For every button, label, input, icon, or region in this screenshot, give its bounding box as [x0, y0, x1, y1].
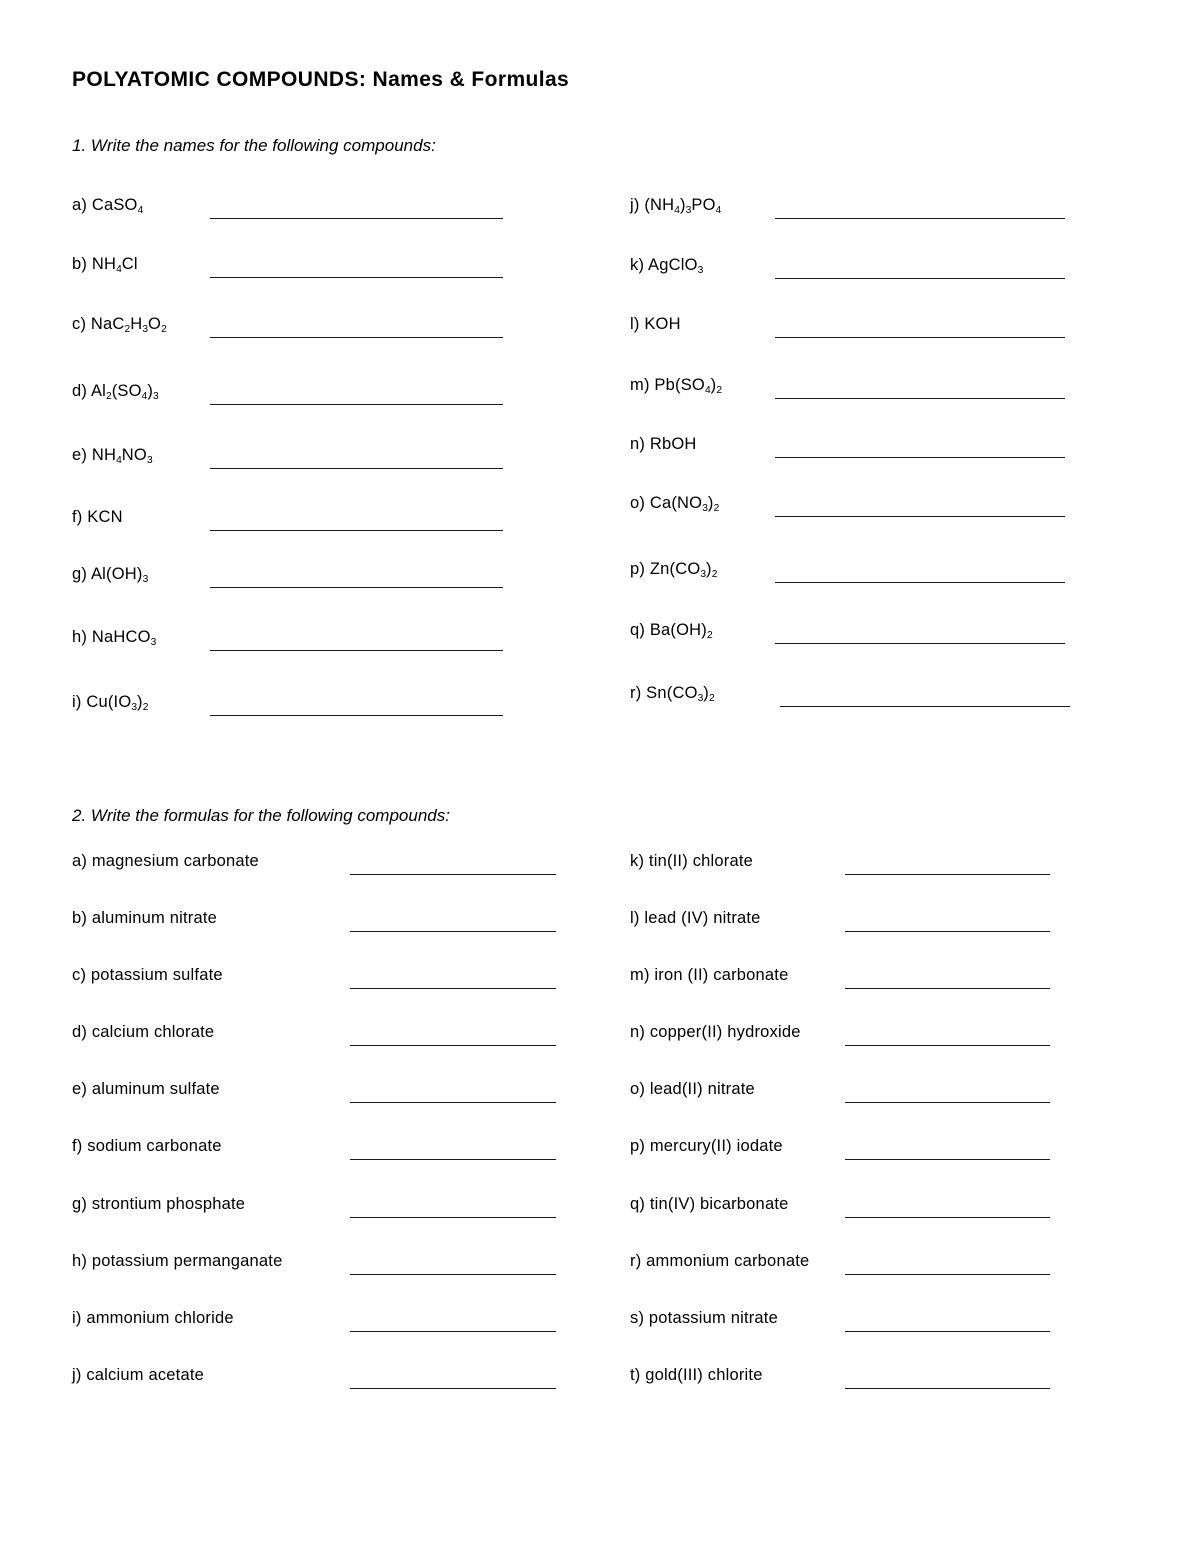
- answer-blank-line[interactable]: [845, 1102, 1050, 1103]
- question-row: [72, 1252, 282, 1271]
- answer-blank-line[interactable]: [845, 1388, 1050, 1389]
- answer-blank-line[interactable]: [845, 1274, 1050, 1275]
- page-title: POLYATOMIC COMPOUNDS: Names & Formulas: [72, 68, 570, 91]
- compound-formula: l) KOH: [630, 315, 681, 333]
- question-row: [72, 852, 259, 871]
- compound-formula: d) $Al_2(SO_4)_3$: [72, 382, 159, 403]
- question-row: [630, 1252, 809, 1271]
- compound-formula: m) $Pb(SO_4)_2$: [630, 376, 723, 397]
- compound-name: q) tin(IV) bicarbonate: [630, 1195, 789, 1213]
- question-row: [72, 1080, 220, 1099]
- compound-formula: a) CaSO$_4$: [72, 196, 144, 217]
- answer-blank-line[interactable]: [210, 218, 503, 219]
- compound-formula: g) $Al(OH)_3$: [72, 565, 149, 586]
- compound-name: i) ammonium chloride: [72, 1309, 234, 1327]
- compound-name: c) potassium sulfate: [72, 966, 223, 984]
- answer-blank-line[interactable]: [350, 1331, 556, 1332]
- compound-formula: e) $NH_4NO_3$: [72, 446, 153, 467]
- compound-name: n) copper(II) hydroxide: [630, 1023, 801, 1041]
- answer-blank-line[interactable]: [775, 278, 1065, 279]
- compound-name: j) calcium acetate: [72, 1366, 204, 1384]
- question-row: [630, 1195, 788, 1214]
- answer-blank-line[interactable]: [775, 337, 1065, 338]
- compound-formula: b) $NH_4Cl$: [72, 255, 138, 276]
- question-row: [72, 196, 143, 215]
- section-1-prompt: 1. Write the names for the following compounds:: [72, 136, 436, 155]
- compound-name: o) lead(II) nitrate: [630, 1080, 755, 1098]
- answer-blank-line[interactable]: [350, 1159, 556, 1160]
- answer-blank-line[interactable]: [210, 277, 503, 278]
- question-row: [72, 446, 153, 465]
- compound-name: m) iron (II) carbonate: [630, 966, 789, 984]
- answer-blank-line[interactable]: [210, 530, 503, 531]
- answer-blank-line[interactable]: [350, 931, 556, 932]
- compound-name: l) lead (IV) nitrate: [630, 909, 761, 927]
- question-row: [72, 909, 217, 928]
- compound-name: h) potassium permanganate: [72, 1252, 283, 1270]
- question-row: [630, 1309, 778, 1328]
- section-2-prompt: 2. Write the formulas for the following compounds:: [72, 806, 450, 825]
- question-row: [72, 1309, 234, 1328]
- answer-blank-line[interactable]: [350, 988, 556, 989]
- question-row: [72, 1137, 222, 1156]
- answer-blank-line[interactable]: [845, 1159, 1050, 1160]
- compound-name: f) sodium carbonate: [72, 1137, 222, 1155]
- compound-name: e) aluminum sulfate: [72, 1080, 220, 1098]
- answer-blank-line[interactable]: [210, 404, 503, 405]
- question-row: [630, 315, 681, 334]
- answer-blank-line[interactable]: [845, 1217, 1050, 1218]
- answer-blank-line[interactable]: [845, 931, 1050, 932]
- compound-formula: p) $Zn(CO_3)_2$: [630, 560, 718, 581]
- compound-name: b) aluminum nitrate: [72, 909, 218, 927]
- question-row: [72, 382, 159, 401]
- compound-formula: j) $(NH_4)_3PO_4$: [630, 196, 722, 217]
- compound-name: d) calcium chlorate: [72, 1023, 215, 1041]
- question-row: [72, 508, 123, 527]
- answer-blank-line[interactable]: [775, 398, 1065, 399]
- question-row: [630, 435, 697, 454]
- question-row: [72, 315, 167, 334]
- answer-blank-line[interactable]: [210, 587, 503, 588]
- compound-name: s) potassium nitrate: [630, 1309, 778, 1327]
- answer-blank-line[interactable]: [210, 468, 503, 469]
- compound-formula: q) $Ba(OH)_2$: [630, 621, 713, 642]
- question-row: [72, 628, 156, 647]
- compound-formula: f) KCN: [72, 508, 123, 526]
- answer-blank-line[interactable]: [210, 650, 503, 651]
- answer-blank-line[interactable]: [780, 706, 1070, 707]
- question-row: [630, 1366, 763, 1385]
- question-row: [630, 1080, 755, 1099]
- question-row: [72, 966, 223, 985]
- compound-name: p) mercury(II) iodate: [630, 1137, 783, 1155]
- answer-blank-line[interactable]: [350, 1102, 556, 1103]
- answer-blank-line[interactable]: [350, 1388, 556, 1389]
- answer-blank-line[interactable]: [350, 1217, 556, 1218]
- question-row: [72, 1195, 245, 1214]
- question-row: [630, 621, 713, 640]
- question-row: [630, 852, 753, 871]
- answer-blank-line[interactable]: [775, 516, 1065, 517]
- answer-blank-line[interactable]: [845, 874, 1050, 875]
- question-row: [72, 255, 138, 274]
- answer-blank-line[interactable]: [350, 1045, 556, 1046]
- answer-blank-line[interactable]: [845, 1331, 1050, 1332]
- answer-blank-line[interactable]: [845, 1045, 1050, 1046]
- answer-blank-line[interactable]: [775, 643, 1065, 644]
- question-row: [630, 494, 719, 513]
- question-row: [630, 684, 715, 703]
- question-row: [630, 966, 788, 985]
- question-row: [630, 196, 721, 215]
- compound-formula: n) RbOH: [630, 435, 697, 453]
- answer-blank-line[interactable]: [210, 337, 503, 338]
- question-row: [72, 1023, 214, 1042]
- compound-formula: h) NaHCO$_3$: [72, 628, 157, 649]
- answer-blank-line[interactable]: [775, 218, 1065, 219]
- compound-name: t) gold(III) chlorite: [630, 1366, 763, 1384]
- answer-blank-line[interactable]: [775, 582, 1065, 583]
- question-row: [630, 1137, 783, 1156]
- compound-formula: c) $NaC_2H_3O_2$: [72, 315, 167, 336]
- compound-formula: i) $Cu(IO_3)_2$: [72, 693, 149, 714]
- question-row: [72, 693, 148, 712]
- question-row: [72, 1366, 204, 1385]
- answer-blank-line[interactable]: [210, 715, 503, 716]
- question-row: [630, 1023, 801, 1042]
- compound-name: k) tin(II) chlorate: [630, 852, 753, 870]
- answer-blank-line[interactable]: [845, 988, 1050, 989]
- compound-formula: r) $Sn(CO_3)_2$: [630, 684, 715, 705]
- question-row: [72, 565, 148, 584]
- answer-blank-line[interactable]: [350, 874, 556, 875]
- question-row: [630, 560, 717, 579]
- question-row: [630, 376, 722, 395]
- question-row: [630, 909, 761, 928]
- compound-name: a) magnesium carbonate: [72, 852, 259, 870]
- question-row: [630, 256, 703, 275]
- compound-formula: o) $Ca(NO_3)_2$: [630, 494, 720, 515]
- answer-blank-line[interactable]: [775, 457, 1065, 458]
- compound-name: g) strontium phosphate: [72, 1195, 246, 1213]
- compound-name: r) ammonium carbonate: [630, 1252, 810, 1270]
- compound-formula: k) AgClO$_3$: [630, 256, 704, 277]
- answer-blank-line[interactable]: [350, 1274, 556, 1275]
